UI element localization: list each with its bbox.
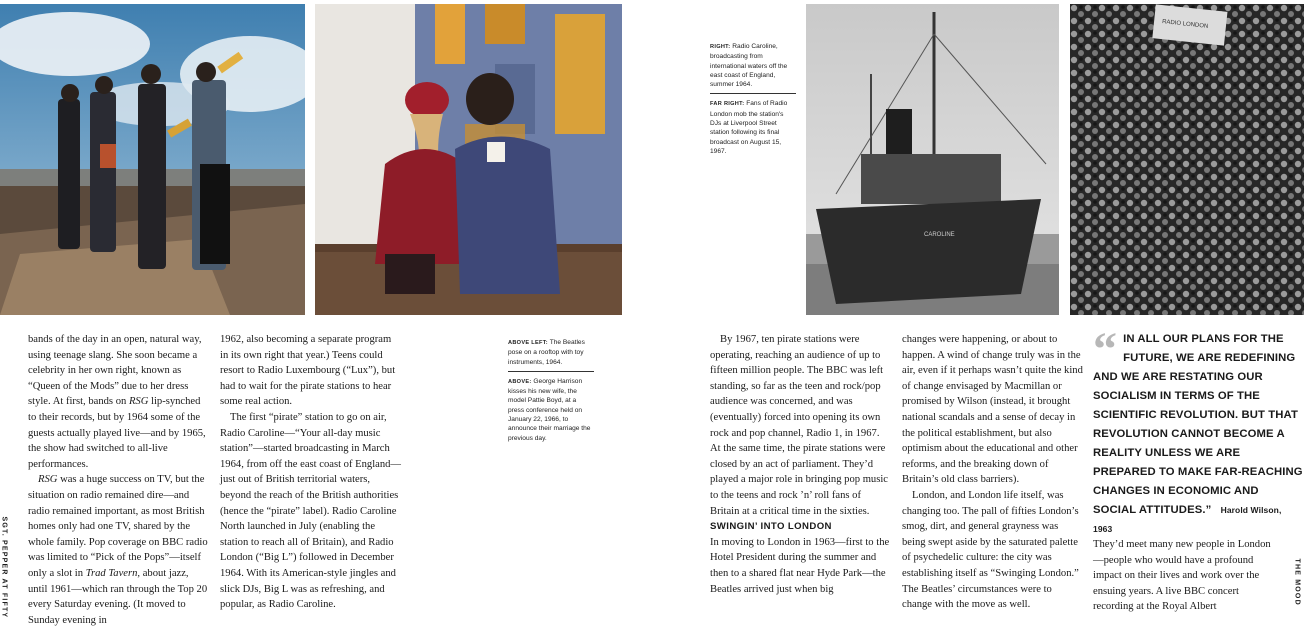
- kiss-image: [315, 4, 622, 315]
- rooftop-image: [0, 4, 305, 315]
- photo-beatles-rooftop: [0, 4, 305, 315]
- crowd-image: [1070, 4, 1304, 315]
- paragraph: London, and London life itself, was changing too. The pall of fifties London’s smog, dirt, and general grayness was being swept aside by the saturated palette of psychedelic culture: the city was establishing itself as “Swinging London.” The Beatles’ circumstances were to change with the move as well.: [902, 489, 1079, 611]
- photo-radio-london-crowd: [1070, 4, 1304, 315]
- caption-above: ABOVE: George Harrison kisses his new wife, the model Pattie Boyd, at a press conference held on January 22, 1966, to announce their marriage the previous day.: [508, 377, 591, 442]
- paragraph: They’d meet many new people in London—people who would have a profound impact on their lives and work over the ensuing years. A live BBC concert recording at the Royal Albert: [1093, 539, 1271, 613]
- quote-text: IN ALL OUR PLANS FOR THE FUTURE, WE ARE REDEFINING AND WE ARE RESTATING OUR SOCIALISM IN TERMS OF THE SCIENTIFIC REVOLUTION. BUT THAT REVOLUTION CANNOT BECOME A REALITY UNLESS WE ARE PREPARED TO MAKE FAR-REACHING CHANGES IN ECONOMIC AND SOCIAL ATTITUDES.”: [1093, 333, 1303, 516]
- quote-mark-icon: “: [1093, 323, 1118, 376]
- caption-far-right: FAR RIGHT: Fans of Radio London mob the station's DJs at Liverpool Street station following its final broadcast on August 15, 1967.: [710, 100, 788, 155]
- paragraph: In moving to London in 1963—first to the Hotel President during the summer and then to a shared flat near Hyde Park—the Beatles arrived just when big: [710, 536, 890, 595]
- caption-divider: [710, 93, 796, 94]
- photo-harrison-boyd: [315, 4, 622, 315]
- body-column-2: [220, 332, 402, 613]
- ship-image: [806, 4, 1059, 315]
- photo-radio-caroline-ship: [806, 4, 1059, 315]
- paragraph: 1962, also becoming a separate program in its own right that year.) Teens could resort to Radio Luxembourg (“Lux”), but had to wait for the pirate stations to hear some real action.: [220, 334, 396, 408]
- folio-right: THE MOOD: [1293, 558, 1301, 606]
- body-column-4: [902, 332, 1084, 613]
- caption-right: RIGHT: Radio Caroline, broadcasting from international waters off the east coast of England, summer 1964.: [710, 43, 788, 89]
- body-column-5: [1093, 537, 1279, 615]
- caption-group-left: [508, 338, 594, 443]
- folio-left: SGT. PEPPER AT FIFTY: [0, 516, 8, 619]
- paragraph: changes were happening, or about to happen. A wind of change truly was in the air, even if it perhaps wasn’t quite the kind of change envisaged by Macmillan or promised by Wilson (instead, it brought national scandals and a sense of decay in the political establishment, but also optimism about the educational and other reforms, and the breaking down of Britain’s old class barriers).: [902, 334, 1083, 486]
- paragraph: The first “pirate” station to go on air, Radio Caroline—“Your all-day music station”—started broadcasting in March 1964, from off the east coast of England—just out of British territorial waters, beyond the reach of the British authorities (hence the “pirate” label). Radio Caroline North launched in July (enabling the station to reach all of Britain), and Radio London (“Big L”) followed in December 1964. With its American-style jingles and slick DJs, Big L was as refreshing, and popular, as Radio Caroline.: [220, 411, 402, 611]
- caption-above-left: ABOVE LEFT: The Beatles pose on a rooftop with toy instruments, 1964.: [508, 339, 585, 366]
- paragraph: bands of the day in an open, natural way, using teenage slang. She soon became a celebrity in her own right, known as “Queen of the Mods” due to her dress style. At first, bands on RSG lip-synched to their records, but by 1964 some of the guests actually played live—and by 1965, the show had switched to all-live performances.: [28, 334, 206, 470]
- body-column-1: [28, 332, 210, 628]
- body-column-3: [710, 332, 892, 597]
- caption-divider: [508, 371, 594, 372]
- paragraph: RSG was a huge success on TV, but the situation on radio remained dire—and radio remained important, as most British homes only had one TV, shared by the whole family. Pop coverage on BBC radio was limited to “Pick of the Pops”—itself only a slot in Trad Tavern, about jazz, until 1961—which ran through the Top 20 every Saturday evening. (It moved to Sunday evening in: [28, 474, 208, 626]
- caption-group-right: [710, 42, 796, 156]
- paragraph: By 1967, ten pirate stations were operating, reaching an audience of up to fifteen million people. The BBC was left standing, so far as the teen and rock/pop audience was concerned, and was (eventually) forced into opening its own rock and pop channel, Radio 1, in 1967. At the same time, the pirate stations were closed by an act of parliament. They’d played a major role in bringing pop music to the teens and rock ’n’ roll fans of Britain at a critical time in the sixties.: [710, 334, 888, 517]
- svg-text:RADIO LONDON: RADIO LONDON: [1161, 19, 1209, 30]
- pull-quote: [1093, 323, 1303, 539]
- section-heading: SWINGIN’ INTO LONDON: [710, 521, 832, 533]
- svg-text:CAROLINE: CAROLINE: [924, 232, 955, 238]
- quote-attribution: Harold Wilson, 1963: [1093, 505, 1282, 534]
